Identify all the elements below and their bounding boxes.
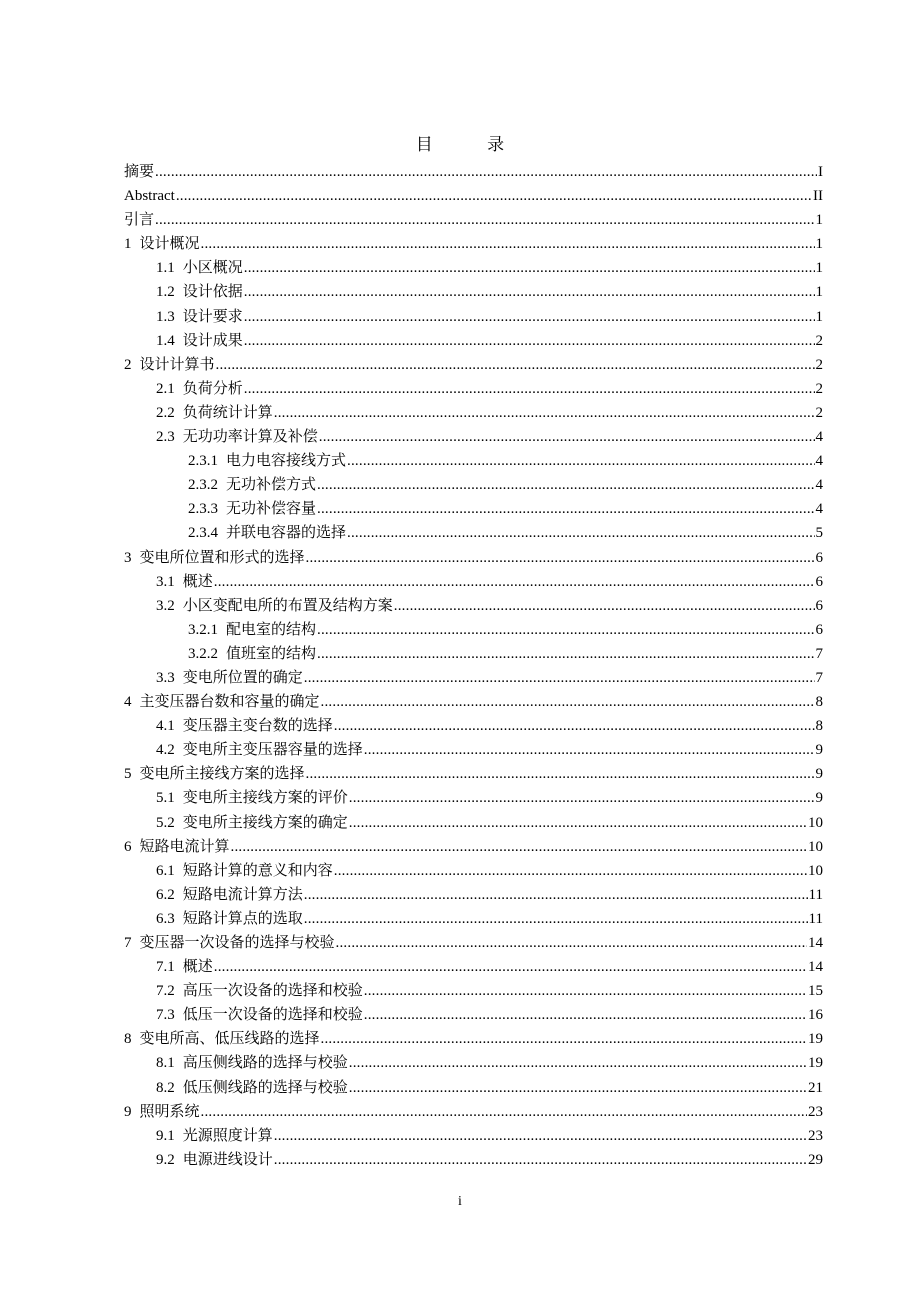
toc-entry-title: 电力电容接线方式 bbox=[226, 453, 347, 470]
toc-entry-number: 2.1 bbox=[156, 380, 175, 397]
toc-entry-number: 2.3.3 bbox=[188, 501, 218, 518]
toc-dot-leader bbox=[321, 1027, 807, 1051]
toc-entry-page-number: 10 bbox=[808, 838, 823, 855]
toc-entry-number: 4.2 bbox=[156, 742, 175, 759]
toc-dot-leader bbox=[364, 1003, 807, 1027]
toc-entry-page-number: 19 bbox=[808, 1031, 823, 1048]
toc-dot-leader bbox=[244, 305, 815, 329]
toc-entry-number: 4.1 bbox=[156, 718, 175, 735]
toc-entry-page-number: I bbox=[818, 164, 823, 180]
toc-entry-page-number: 1 bbox=[815, 260, 823, 277]
page-number-footer: i bbox=[458, 1194, 462, 1209]
toc-entry-number: 9.1 bbox=[156, 1127, 175, 1144]
toc-entry-page-number: 2 bbox=[815, 380, 823, 397]
toc-dot-leader bbox=[274, 1124, 807, 1148]
toc-entry-title: 变压器主变台数的选择 bbox=[182, 718, 333, 735]
toc-dot-leader bbox=[364, 979, 807, 1003]
toc-dot-leader bbox=[306, 546, 815, 570]
toc-entry[interactable] bbox=[124, 1003, 823, 1027]
toc-dot-leader bbox=[317, 642, 814, 666]
toc-entry-title: 低压侧线路的选择与校验 bbox=[182, 1079, 348, 1096]
toc-dot-leader bbox=[214, 570, 815, 594]
toc-entry-page-number: 8 bbox=[815, 694, 823, 711]
toc-entry-number: 2.3.2 bbox=[188, 477, 218, 494]
toc-entry-page-number: 6 bbox=[815, 573, 823, 590]
toc-entry-page-number: 21 bbox=[808, 1079, 823, 1096]
toc-dot-leader bbox=[364, 738, 815, 762]
toc-entry[interactable] bbox=[124, 859, 823, 883]
toc-dot-leader bbox=[349, 811, 807, 835]
toc-entry-page-number: 4 bbox=[815, 477, 823, 494]
toc-entry-title: 概述 bbox=[182, 959, 213, 976]
toc-entry-title: 概述 bbox=[182, 573, 213, 590]
toc-entry-title: 低压一次设备的选择和校验 bbox=[182, 1007, 363, 1024]
toc-dot-leader bbox=[304, 666, 815, 690]
toc-entry-page-number: 10 bbox=[808, 862, 823, 879]
toc-entry[interactable] bbox=[124, 1051, 823, 1075]
toc-dot-leader bbox=[319, 425, 815, 449]
toc-entry[interactable] bbox=[124, 907, 823, 931]
toc-entry-page-number: 1 bbox=[815, 236, 823, 253]
toc-dot-leader bbox=[155, 208, 814, 232]
toc-entry-page-number: 9 bbox=[815, 742, 823, 759]
toc-entry-title: 摘要 bbox=[124, 164, 155, 180]
toc-entry-page-number: 23 bbox=[808, 1127, 823, 1144]
toc-entry-number: 6.2 bbox=[156, 886, 175, 903]
toc-dot-leader bbox=[231, 835, 807, 859]
toc-entry-number: 3 bbox=[124, 549, 132, 566]
toc-entry[interactable] bbox=[124, 256, 823, 280]
toc-dot-leader bbox=[336, 931, 807, 955]
toc-dot-leader bbox=[349, 1076, 807, 1100]
toc-entry-title: 配电室的结构 bbox=[226, 621, 317, 638]
toc-entry-number: 7.1 bbox=[156, 959, 175, 976]
toc-entry[interactable] bbox=[124, 786, 823, 810]
toc-dot-leader bbox=[244, 377, 815, 401]
toc-entry[interactable] bbox=[124, 473, 823, 497]
toc-entry-title: 负荷分析 bbox=[182, 380, 243, 397]
toc-entry[interactable] bbox=[124, 497, 823, 521]
toc-entry-number: 2.3 bbox=[156, 429, 175, 446]
toc-entry-number: 2.3.1 bbox=[188, 453, 218, 470]
toc-dot-leader bbox=[317, 497, 814, 521]
toc-entry-title: 高压侧线路的选择与校验 bbox=[182, 1055, 348, 1072]
toc-entry-page-number: 11 bbox=[808, 910, 823, 927]
toc-entry[interactable] bbox=[124, 232, 823, 256]
toc-entry-page-number: 5 bbox=[815, 525, 823, 542]
toc-entry-page-number: 4 bbox=[815, 453, 823, 470]
toc-entry-page-number: 6 bbox=[815, 621, 823, 638]
toc-entry-title: 短路计算点的选取 bbox=[182, 910, 303, 927]
toc-entry-number: 1.4 bbox=[156, 332, 175, 349]
toc-entry-title: Abstract bbox=[124, 188, 175, 205]
toc-entry-number: 8.2 bbox=[156, 1079, 175, 1096]
toc-entry-page-number: 4 bbox=[815, 501, 823, 518]
toc-dot-leader bbox=[216, 353, 815, 377]
toc-entry-title: 变电所位置的确定 bbox=[182, 669, 303, 686]
toc-entry[interactable] bbox=[124, 690, 823, 714]
toc-entry-title: 电源进线设计 bbox=[182, 1151, 273, 1168]
toc-entry-page-number: 2 bbox=[815, 356, 823, 373]
toc-entry-title: 照明系统 bbox=[139, 1103, 200, 1120]
toc-dot-leader bbox=[317, 473, 814, 497]
toc-entry[interactable] bbox=[124, 353, 823, 377]
toc-dot-leader bbox=[214, 955, 807, 979]
toc-dot-leader bbox=[155, 160, 817, 184]
toc-entry-page-number: 1 bbox=[815, 308, 823, 325]
toc-dot-leader bbox=[274, 401, 815, 425]
toc-dot-leader bbox=[334, 714, 815, 738]
toc-entry-page-number: 7 bbox=[815, 669, 823, 686]
toc-entry[interactable] bbox=[124, 762, 823, 786]
toc-entry[interactable] bbox=[124, 160, 823, 184]
toc-entry[interactable] bbox=[124, 184, 823, 208]
toc-entry-page-number: 16 bbox=[808, 1007, 823, 1024]
toc-dot-leader bbox=[274, 1148, 807, 1172]
toc-entry[interactable] bbox=[124, 594, 823, 618]
toc-entry-title: 无功补偿方式 bbox=[226, 477, 317, 494]
toc-entry-title: 变电所主接线方案的确定 bbox=[182, 814, 348, 831]
toc-entry[interactable] bbox=[124, 666, 823, 690]
toc-entry-number: 7.3 bbox=[156, 1007, 175, 1024]
toc-entry-page-number: 7 bbox=[815, 645, 823, 662]
toc-entry-number: 1.3 bbox=[156, 308, 175, 325]
toc-entry-title: 变压器一次设备的选择与校验 bbox=[139, 935, 335, 951]
toc-entry[interactable] bbox=[124, 1124, 823, 1148]
toc-entry-title: 高压一次设备的选择和校验 bbox=[182, 983, 363, 1000]
toc-entry-number: 9 bbox=[124, 1103, 132, 1120]
toc-entry-page-number: 19 bbox=[808, 1055, 823, 1072]
toc-entry-page-number: 6 bbox=[815, 597, 823, 614]
toc-title: 目 录 bbox=[415, 135, 523, 154]
toc-entry-number: 6.3 bbox=[156, 910, 175, 927]
toc-entry[interactable] bbox=[124, 883, 823, 907]
toc-entry[interactable] bbox=[124, 835, 823, 859]
toc-entry-title: 短路电流计算方法 bbox=[182, 886, 303, 903]
toc-dot-leader bbox=[244, 280, 815, 304]
toc-entry-page-number: 15 bbox=[808, 983, 823, 1000]
toc-dot-leader bbox=[244, 329, 815, 353]
toc-dot-leader bbox=[244, 256, 815, 280]
toc-entry[interactable] bbox=[124, 377, 823, 401]
toc-dot-leader bbox=[176, 184, 812, 208]
toc-entry-page-number: 1 bbox=[815, 284, 823, 301]
toc-entry[interactable] bbox=[124, 1148, 823, 1172]
toc-entry-number: 9.2 bbox=[156, 1151, 175, 1168]
toc-entry-page-number: 6 bbox=[815, 549, 823, 566]
toc-entry-title: 主变压器台数和容量的确定 bbox=[139, 694, 320, 711]
toc-entry[interactable] bbox=[124, 714, 823, 738]
toc-dot-leader bbox=[304, 883, 808, 907]
toc-entry-number: 3.3 bbox=[156, 669, 175, 686]
toc-entry-title: 变电所高、低压线路的选择 bbox=[139, 1031, 320, 1048]
toc-entry[interactable] bbox=[124, 931, 823, 955]
toc-entry-number: 3.2.1 bbox=[188, 621, 218, 638]
toc-entry[interactable] bbox=[124, 208, 823, 232]
toc-entry-title: 并联电容器的选择 bbox=[226, 525, 347, 542]
toc-entry-number: 7.2 bbox=[156, 983, 175, 1000]
toc-entry-title: 引言 bbox=[124, 212, 155, 229]
toc-entry-title: 变电所主接线方案的选择 bbox=[139, 766, 305, 783]
toc-entry[interactable] bbox=[124, 280, 823, 304]
toc-entry[interactable] bbox=[124, 738, 823, 762]
toc-entry[interactable] bbox=[124, 449, 823, 473]
toc-entry-number: 3.2.2 bbox=[188, 645, 218, 662]
toc-entry-number: 2.2 bbox=[156, 404, 175, 421]
toc-entry-title: 变电所主接线方案的评价 bbox=[182, 790, 348, 807]
toc-entry-title: 无功功率计算及补偿 bbox=[182, 429, 318, 446]
toc-entry-page-number: II bbox=[813, 188, 823, 205]
toc-entry[interactable] bbox=[124, 329, 823, 353]
toc-entry-page-number: 2 bbox=[815, 332, 823, 349]
toc-entry-page-number: 1 bbox=[815, 212, 823, 229]
toc-entry[interactable] bbox=[124, 811, 823, 835]
toc-entry-page-number: 8 bbox=[815, 718, 823, 735]
toc-entry[interactable] bbox=[124, 642, 823, 666]
toc-entry-page-number: 9 bbox=[815, 790, 823, 807]
toc-entry-number: 8 bbox=[124, 1031, 132, 1048]
toc-entry-page-number: 9 bbox=[815, 766, 823, 783]
toc-entry[interactable] bbox=[124, 570, 823, 594]
toc-dot-leader bbox=[349, 786, 815, 810]
toc-entry[interactable] bbox=[124, 618, 823, 642]
table-of-contents bbox=[124, 160, 823, 1172]
toc-entry-number: 1 bbox=[124, 236, 132, 253]
toc-entry-title: 短路电流计算 bbox=[139, 838, 230, 855]
toc-entry-title: 变电所位置和形式的选择 bbox=[139, 549, 305, 566]
toc-entry-page-number: 10 bbox=[808, 814, 823, 831]
toc-entry-number: 5.2 bbox=[156, 814, 175, 831]
toc-entry[interactable] bbox=[124, 1100, 823, 1124]
toc-entry-number: 3.2 bbox=[156, 597, 175, 614]
toc-entry-title: 光源照度计算 bbox=[182, 1127, 273, 1144]
toc-dot-leader bbox=[201, 232, 815, 256]
toc-entry[interactable] bbox=[124, 955, 823, 979]
toc-entry-page-number: 14 bbox=[808, 959, 823, 976]
toc-dot-leader bbox=[349, 1051, 807, 1075]
toc-entry-number: 6 bbox=[124, 838, 132, 855]
toc-entry-title: 无功补偿容量 bbox=[226, 501, 317, 518]
toc-entry-title: 设计依据 bbox=[182, 284, 243, 301]
toc-entry-page-number: 2 bbox=[815, 404, 823, 421]
toc-entry-page-number: 23 bbox=[808, 1103, 823, 1120]
toc-entry-number: 5.1 bbox=[156, 790, 175, 807]
toc-entry-title: 变电所主变压器容量的选择 bbox=[182, 742, 363, 759]
toc-entry-title: 负荷统计计算 bbox=[182, 404, 273, 421]
toc-entry[interactable] bbox=[124, 979, 823, 1003]
toc-dot-leader bbox=[347, 521, 814, 545]
toc-entry-number: 2 bbox=[124, 356, 132, 373]
toc-entry-number: 1.2 bbox=[156, 284, 175, 301]
toc-entry-page-number: 14 bbox=[808, 935, 823, 951]
toc-dot-leader bbox=[347, 449, 814, 473]
toc-dot-leader bbox=[317, 618, 814, 642]
toc-entry[interactable] bbox=[124, 1076, 823, 1100]
toc-dot-leader bbox=[334, 859, 807, 883]
toc-entry[interactable] bbox=[124, 1027, 823, 1051]
toc-dot-leader bbox=[321, 690, 815, 714]
toc-dot-leader bbox=[306, 762, 815, 786]
toc-entry-title: 小区变配电所的布置及结构方案 bbox=[182, 597, 393, 614]
toc-dot-leader bbox=[201, 1100, 807, 1124]
toc-entry-title: 设计要求 bbox=[182, 308, 243, 325]
toc-entry-number: 1.1 bbox=[156, 260, 175, 277]
toc-entry-number: 6.1 bbox=[156, 862, 175, 879]
toc-entry-number: 2.3.4 bbox=[188, 525, 218, 542]
toc-entry-page-number: 11 bbox=[808, 886, 823, 903]
toc-entry-number: 4 bbox=[124, 694, 132, 711]
toc-entry-title: 设计概况 bbox=[139, 236, 200, 253]
toc-entry-title: 设计计算书 bbox=[139, 356, 215, 373]
toc-entry-number: 8.1 bbox=[156, 1055, 175, 1072]
toc-entry-number: 5 bbox=[124, 766, 132, 783]
toc-entry[interactable] bbox=[124, 521, 823, 545]
toc-entry-number: 3.1 bbox=[156, 573, 175, 590]
toc-entry-page-number: 29 bbox=[808, 1151, 823, 1168]
toc-entry-number: 7 bbox=[124, 935, 132, 951]
toc-dot-leader bbox=[394, 594, 815, 618]
toc-entry-title: 设计成果 bbox=[182, 332, 243, 349]
toc-entry[interactable] bbox=[124, 425, 823, 449]
toc-entry-page-number: 4 bbox=[815, 429, 823, 446]
toc-entry-title: 短路计算的意义和内容 bbox=[182, 862, 333, 879]
toc-entry[interactable] bbox=[124, 401, 823, 425]
toc-entry-title: 小区概况 bbox=[182, 260, 243, 277]
toc-entry[interactable] bbox=[124, 546, 823, 570]
toc-entry[interactable] bbox=[124, 305, 823, 329]
toc-entry-title: 值班室的结构 bbox=[226, 645, 317, 662]
toc-dot-leader bbox=[304, 907, 808, 931]
